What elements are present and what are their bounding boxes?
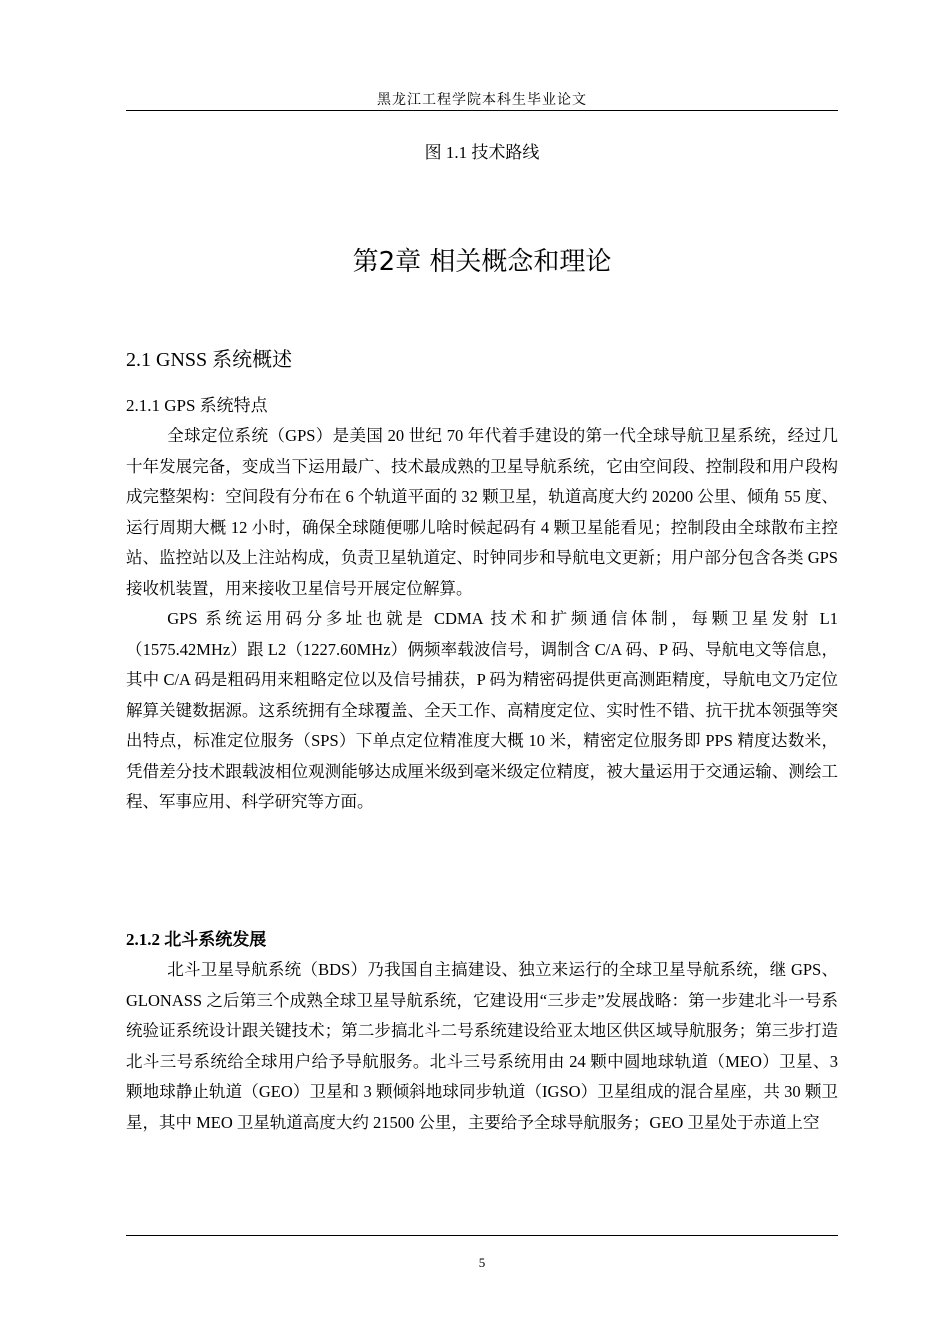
paragraph: 北斗卫星导航系统（BDS）乃我国自主搞建设、独立来运行的全球卫星导航系统，继 GPS、GLONASS 之后第三个成熟全球卫星导航系统，它建设用“三步走”发展战略：第一步建北斗一号系统验证系统设计跟关键技术；第二步搞北斗二号系统建设给亚太地区供区域导航服务；第三步打造北斗三号系统给全球用户给予导航服务。北斗三号系统用由 24 颗中圆地球轨道（MEO）卫星、3 颗地球静止轨道（GEO）卫星和 3 颗倾斜地球同步轨道（IGSO）卫星组成的混合星座，共 30 颗卫星，其中 MEO 卫星轨道高度大约 21500 公里，主要给予全球导航服务；GEO 卫星处于赤道上空 (126, 960, 838, 1132)
page-number: 5 (478, 1255, 486, 1270)
subsection-title-beidou: 2.1.2 北斗系统发展 (126, 930, 267, 949)
paragraph: 全球定位系统（GPS）是美国 20 世纪 70 年代着手建设的第一代全球导航卫星系统，经过几十年发展完备，变成当下运用最广、技术最成熟的卫星导航系统，它由空间段、控制段和用户段构成完整架构：空间段有分布在 6 个轨道平面的 32 颗卫星，轨道高度大约 20200 公里、倾角 55 度、运行周期大概 12 小时，确保全球随便哪儿啥时候起码有 4 颗卫星能看见；控制段由全球散布主控站、监控站以及上注站构成，负责卫星轨道定、时钟同步和导航电文更新；用户部分包含各类 GPS 接收机装置，用来接收卫星信号开展定位解算。 (126, 426, 838, 598)
page-header: 黑龙江工程学院本科生毕业论文 (377, 93, 587, 108)
gps-body (126, 421, 838, 818)
paragraph: GPS 系统运用码分多址也就是 CDMA 技术和扩频通信体制，每颗卫星发射 L1（1575.42MHz）跟 L2（1227.60MHz）俩频率载波信号，调制含 C/A 码、P 码、导航电文等信息，其中 C/A 码是粗码用来粗略定位以及信号捕获，P 码为精密码提供更高测距精度，导航电文乃定位解算关键数据源。这系统拥有全球覆盖、全天工作、高精度定位、实时性不错、抗干扰本领强等突出特点，标准定位服务（SPS）下单点定位精准度大概 10 米，精密定位服务即 PPS 精度达数米，凭借差分技术跟载波相位观测能够达成厘米级到毫米级定位精度，被大量运用于交通运输、测绘工程、军事应用、科学研究等方面。 (126, 609, 838, 811)
chapter-title: 第2章 相关概念和理论 (352, 247, 612, 277)
header-divider (126, 110, 838, 111)
footer-divider (126, 1235, 838, 1236)
figure-caption: 图 1.1 技术路线 (424, 143, 540, 162)
beidou-body (126, 955, 838, 1138)
section-title: 2.1 GNSS 系统概述 (126, 349, 293, 371)
subsection-title-gps: 2.1.1 GPS 系统特点 (126, 396, 268, 415)
